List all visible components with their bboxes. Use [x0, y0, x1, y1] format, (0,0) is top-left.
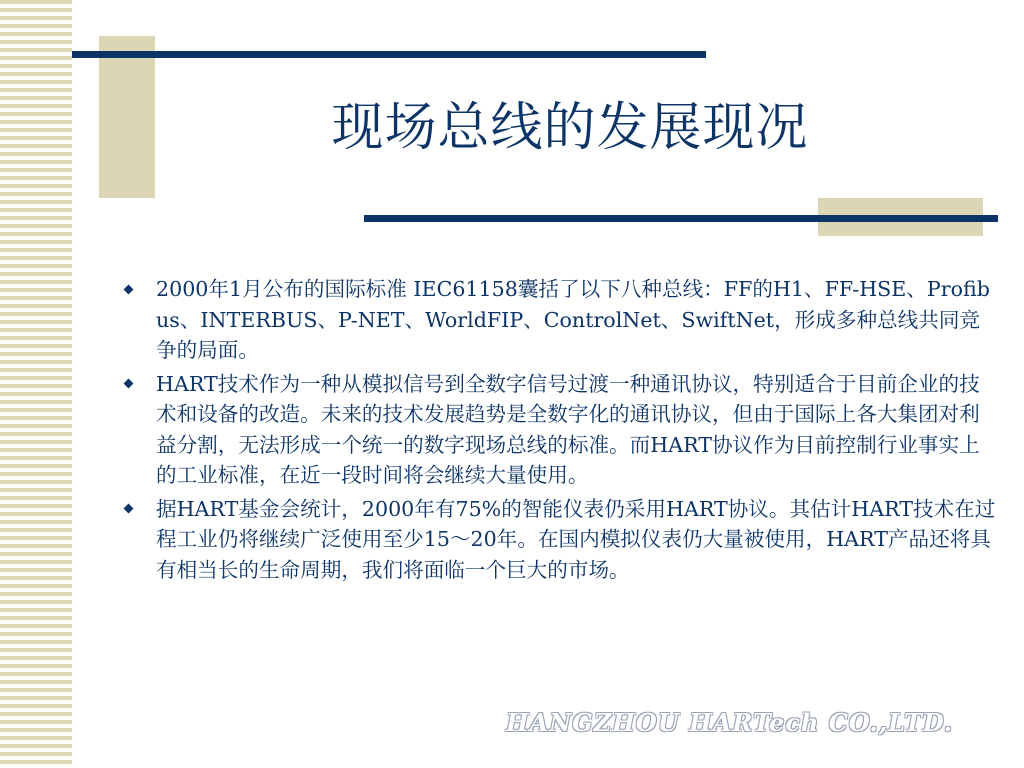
bullet-text: HART技术作为一种从模拟信号到全数字信号过渡一种通讯协议，特别适合于目前企业的技术和设备的改造。未来的技术发展趋势是全数字化的通讯协议，但由于国际上各大集团对利益分割，无法形成一个统一的数字现场总线的标准。而HART协议作为目前控制行业事实上的工业标准，在近一段时间将会继续大量使用。: [156, 371, 980, 487]
bullet-text: 据HART基金会统计，2000年有75%的智能仪表仍采用HART协议。其估计HART技术在过程工业仍将继续广泛使用至少15～20年。在国内模拟仪表仍大量被使用，HART产品还将具有相当长的生命周期，我们将面临一个巨大的市场。: [156, 496, 996, 582]
title-rule-top: [72, 51, 706, 58]
bullet-text: 2000年1月公布的国际标准 IEC61158囊括了以下八种总线：FF的H1、FF-HSE、Profibus、INTERBUS、P-NET、WorldFIP、ControlNet、SwiftNet，形成多种总线共同竞争的局面。: [156, 277, 990, 362]
bullet-item: [116, 369, 996, 491]
title-rule-bottom: [364, 215, 998, 222]
bullet-item: [116, 274, 996, 366]
slide-title: 现场总线的发展现况: [331, 98, 809, 158]
left-stripe-decoration: [0, 0, 72, 768]
diamond-bullet-icon: [120, 494, 136, 524]
diamond-bullet-icon: [120, 274, 136, 304]
bullet-item: [116, 494, 996, 586]
bullet-list: [116, 274, 996, 588]
diamond-bullet-icon: [120, 369, 136, 399]
tan-block-decoration-top: [99, 36, 155, 198]
company-watermark: HANGZHOU HARTech CO.,LTD.: [506, 708, 954, 737]
